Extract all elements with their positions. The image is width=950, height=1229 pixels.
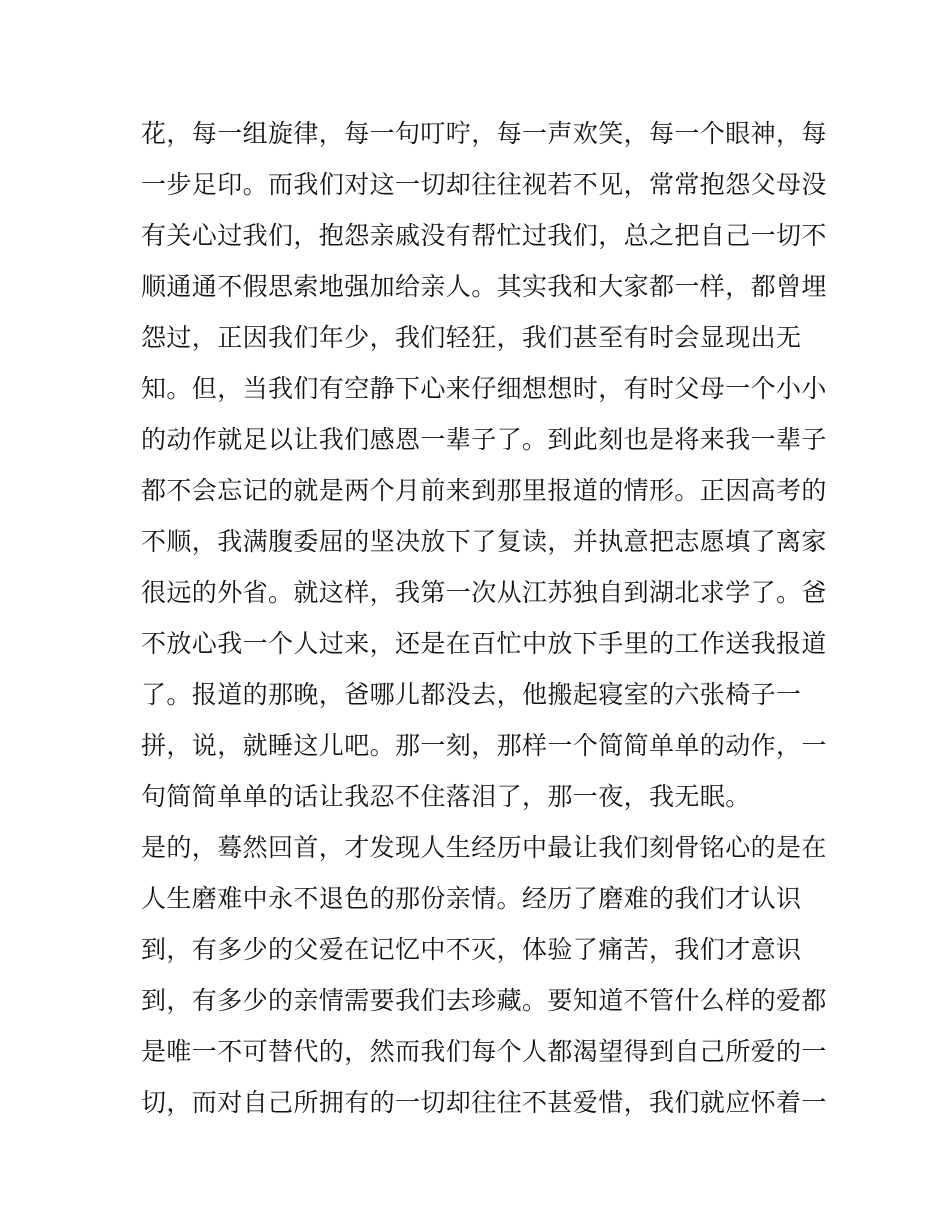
text-line-1: 花，每一组旋律，每一句叮咛，每一声欢笑，每一个眼神，每 xyxy=(141,119,827,148)
text-line-18: 到，有多少的亲情需要我们去珍藏。要知道不管什么样的爱都 xyxy=(141,986,827,1015)
text-line-15: 是的，蓦然回首，才发现人生经历中最让我们刻骨铭心的是在 xyxy=(141,833,827,862)
text-line-20: 切，而对自己所拥有的一切却往往不甚爱惜，我们就应怀着一 xyxy=(141,1088,827,1117)
text-line-4: 顺通通不假思索地强加给亲人。其实我和大家都一样，都曾埋 xyxy=(141,272,827,301)
text-line-14: 句简简单单的话让我忍不住落泪了，那一夜，我无眠。 xyxy=(141,782,751,811)
text-line-9: 不顺，我满腹委屈的坚决放下了复读，并执意把志愿填了离家 xyxy=(141,527,827,556)
text-line-17: 到，有多少的父爱在记忆中不灭，体验了痛苦，我们才意识 xyxy=(141,935,802,964)
text-line-6: 知。但，当我们有空静下心来仔细想想时，有时父母一个小小 xyxy=(141,374,827,403)
text-line-11: 不放心我一个人过来，还是在百忙中放下手里的工作送我报道 xyxy=(141,629,827,658)
text-line-13: 拼，说，就睡这儿吧。那一刻，那样一个简简单单的动作，一 xyxy=(141,731,827,760)
text-line-12: 了。报道的那晚，爸哪儿都没去，他搬起寝室的六张椅子一 xyxy=(141,680,802,709)
text-line-5: 怨过，正因我们年少，我们轻狂，我们甚至有时会显现出无 xyxy=(141,323,802,352)
text-line-7: 的动作就足以让我们感恩一辈子了。到此刻也是将来我一辈子 xyxy=(141,425,827,454)
text-line-3: 有关心过我们，抱怨亲戚没有帮忙过我们，总之把自己一切不 xyxy=(141,221,827,250)
text-line-2: 一步足印。而我们对这一切却往往视若不见，常常抱怨父母没 xyxy=(141,170,827,199)
text-line-8: 都不会忘记的就是两个月前来到那里报道的情形。正因高考的 xyxy=(141,476,827,505)
text-line-10: 很远的外省。就这样，我第一次从江苏独自到湖北求学了。爸 xyxy=(141,578,827,607)
text-line-16: 人生磨难中永不退色的那份亲情。经历了磨难的我们才认识 xyxy=(141,884,802,913)
body-text xyxy=(141,108,827,1128)
text-line-19: 是唯一不可替代的，然而我们每个人都渴望得到自己所爱的一 xyxy=(141,1037,827,1066)
